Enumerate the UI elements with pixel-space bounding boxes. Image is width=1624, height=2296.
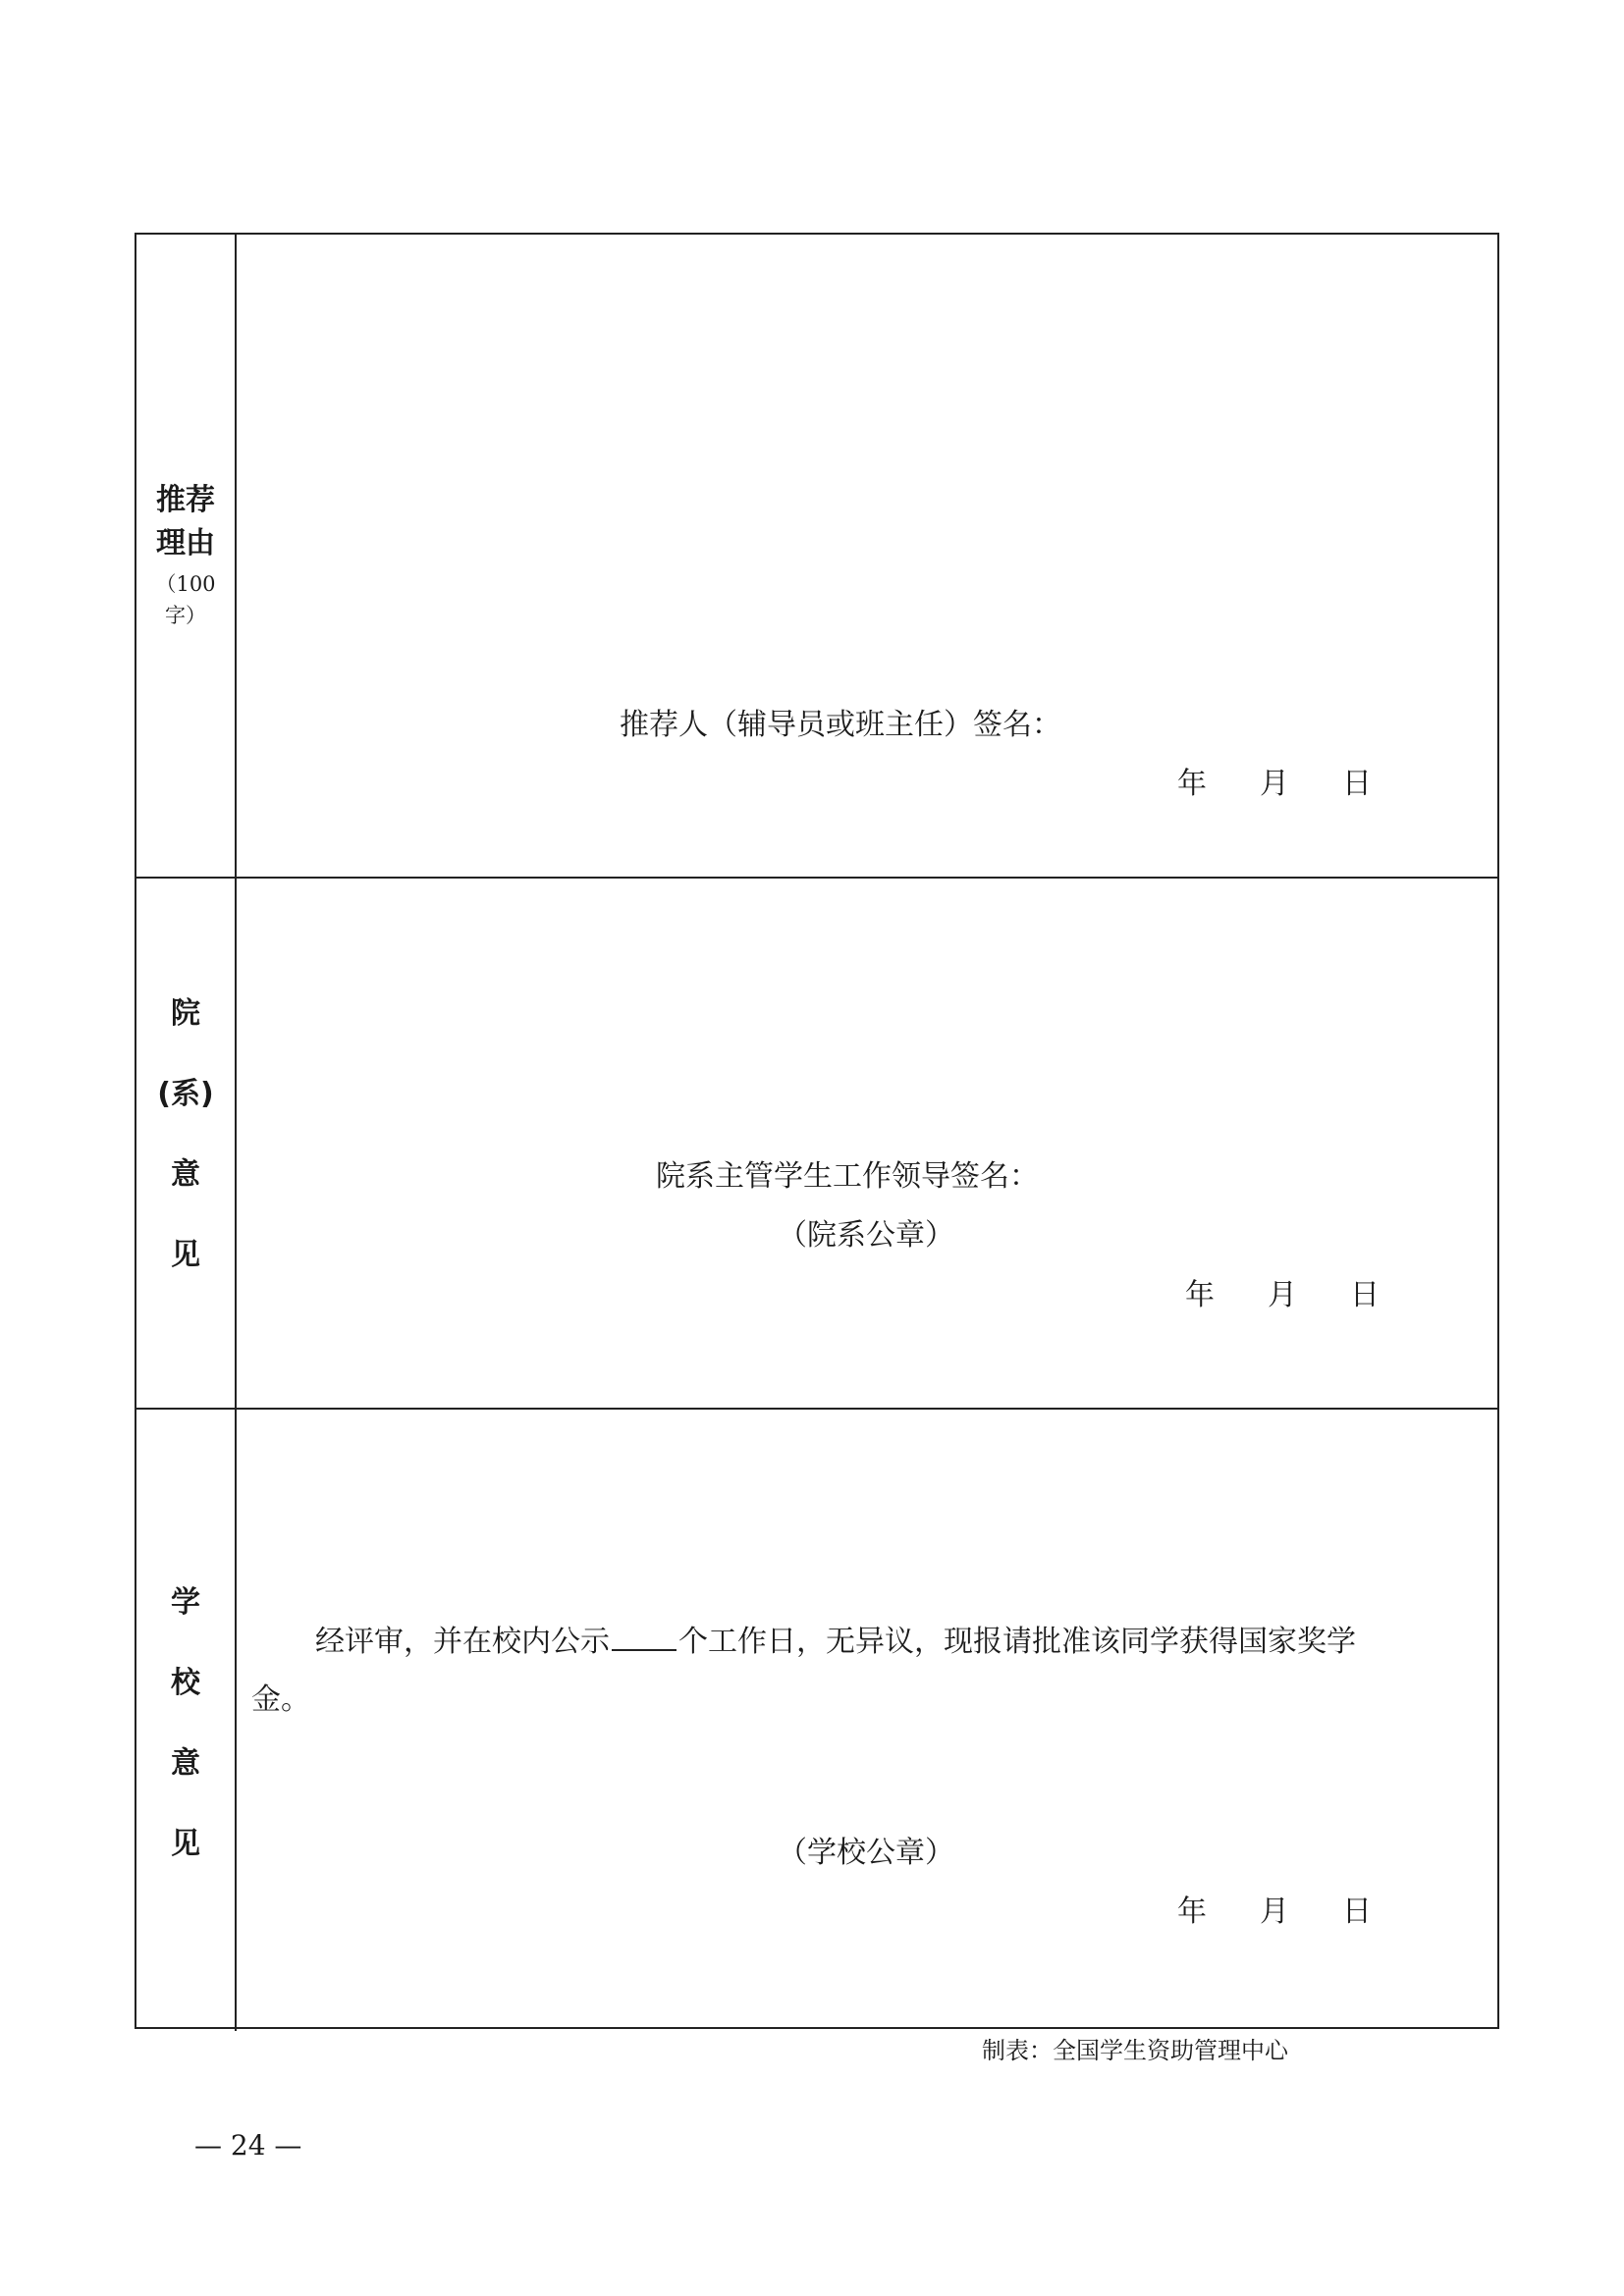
school-date-month: 月 [1260, 1895, 1289, 1929]
form-maker-credit: 制表：全国学生资助管理中心 [982, 2037, 1288, 2064]
school-opinion-row [136, 1408, 1497, 2031]
department-content-cell[interactable] [237, 879, 1497, 1408]
school-label-char2: 校 [171, 1666, 200, 1700]
recommendation-date-day: 日 [1342, 767, 1372, 801]
recommendation-word-limit-line2: 字） [165, 604, 206, 627]
page-number: — 24 — [194, 2129, 302, 2162]
school-review-statement-line1 [315, 1622, 1356, 1662]
department-leader-signature-label: 院系主管学生工作领导签名： [656, 1159, 1039, 1194]
department-date-year: 年 [1185, 1278, 1215, 1312]
recommendation-label-line1: 推荐 [156, 483, 215, 517]
school-label-char1: 学 [171, 1585, 200, 1620]
school-label-char4: 见 [171, 1827, 200, 1861]
school-content-cell[interactable] [237, 1410, 1497, 2031]
recommendation-word-limit-line1: （100 [155, 572, 216, 596]
recommendation-date-month: 月 [1260, 767, 1289, 801]
publicity-days-blank[interactable] [612, 1622, 677, 1651]
recommendation-row [136, 235, 1497, 877]
department-label-char3: 意 [171, 1157, 200, 1192]
department-label-char1: 院 [171, 996, 200, 1031]
scholarship-form-table [135, 233, 1499, 2029]
school-label-cell [136, 1410, 237, 2031]
department-opinion-row [136, 877, 1497, 1408]
recommender-signature-label: 推荐人（辅导员或班主任）签名： [620, 708, 1061, 742]
recommendation-label-line2: 理由 [156, 526, 215, 561]
statement-after-blank: 个工作日，无异议，现报请批准该同学获得国家奖学 [678, 1625, 1356, 1659]
school-seal-label: （学校公章） [778, 1836, 954, 1870]
department-seal-label: （院系公章） [778, 1218, 954, 1253]
department-label-cell [136, 879, 237, 1408]
statement-before-blank: 经评审，并在校内公示 [315, 1625, 610, 1659]
school-date-year: 年 [1177, 1895, 1207, 1929]
recommendation-label-cell [136, 235, 237, 877]
department-label-char4: 见 [171, 1238, 200, 1272]
department-date-day: 日 [1350, 1278, 1380, 1312]
department-label-char2: (系) [157, 1077, 214, 1111]
school-label-char3: 意 [171, 1746, 200, 1781]
recommendation-content-cell[interactable] [237, 235, 1497, 877]
recommendation-date-year: 年 [1177, 767, 1207, 801]
school-review-statement-line2: 金。 [251, 1682, 310, 1717]
school-date-day: 日 [1342, 1895, 1372, 1929]
department-date-month: 月 [1268, 1278, 1297, 1312]
